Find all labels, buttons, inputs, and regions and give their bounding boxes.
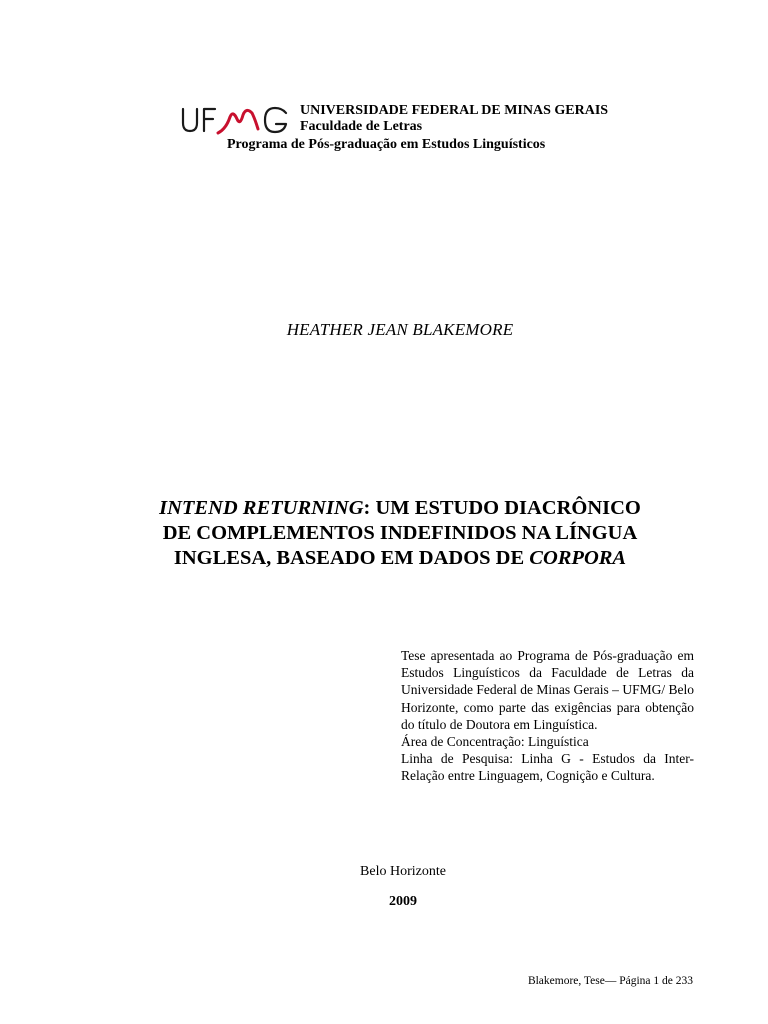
thesis-presentation — [401, 647, 694, 785]
author-name: HEATHER JEAN BLAKEMORE — [286, 320, 514, 339]
title-line-1 — [100, 496, 700, 521]
title-italic-corpora: CORPORA — [529, 547, 627, 569]
title-line-3-start: INGLESA, BASEADO EM DADOS DE — [173, 547, 530, 569]
faculty-name: Faculdade de Letras — [300, 119, 423, 134]
title-italic-lead: INTEND RETURNING — [159, 497, 364, 519]
title-line-2: DE COMPLEMENTOS INDEFINIDOS NA LÍNGUA — [162, 522, 638, 544]
year: 2009 — [389, 894, 417, 909]
page-footer: Blakemore, Tese— Página 1 de 233 — [527, 975, 693, 987]
thesis-title — [100, 496, 700, 571]
concentration-area: Área de Concentração: Linguística — [401, 734, 589, 750]
presentation-text: Tese apresentada ao Programa de Pós-graduação em Estudos Linguísticos da Faculdade de Letras da Universidade Federal de Minas Gerais – UFMG/ Belo Horizonte, como parte das exigências para obtenção do título de Doutora em Linguística. — [401, 648, 694, 732]
title-line-1-rest: : UM ESTUDO DIACRÔNICO — [363, 497, 641, 519]
city: Belo Horizonte — [360, 864, 446, 879]
title-line-3 — [100, 546, 700, 571]
program-name: Programa de Pós-graduação em Estudos Linguísticos — [227, 137, 546, 152]
university-name: UNIVERSIDADE FEDERAL DE MINAS GERAIS — [300, 103, 609, 118]
ufmg-logo — [180, 103, 292, 137]
research-line: Linha de Pesquisa: Linha G - Estudos da Inter-Relação entre Linguagem, Cognição e Cultura. — [401, 751, 694, 784]
